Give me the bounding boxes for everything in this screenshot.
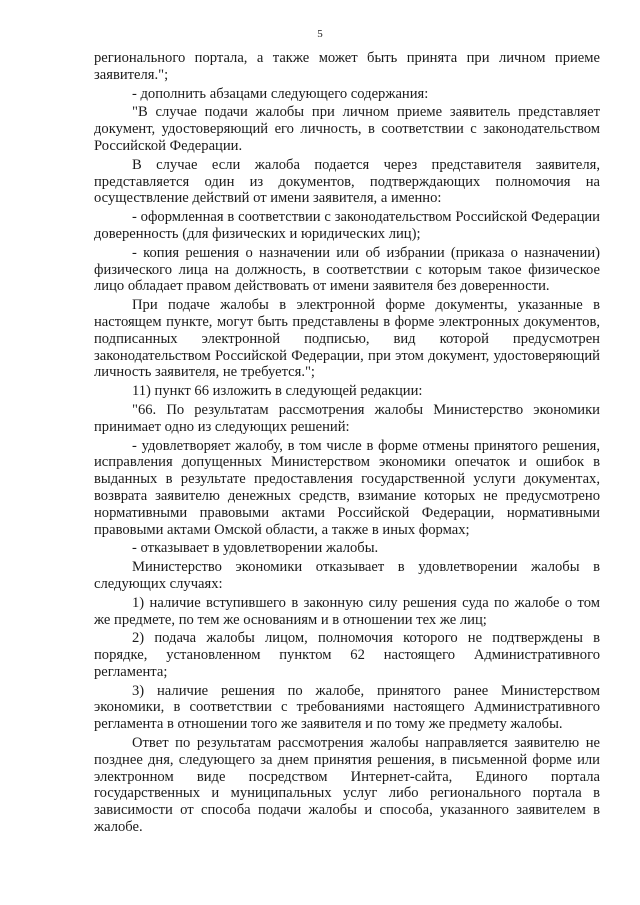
paragraph: В случае если жалоба подается через представителя заявителя, представляется один из документов, подтверждающих полномочия на осуществление действий от имени заявителя, а именно: (94, 156, 600, 207)
paragraph: "В случае подачи жалобы при личном приеме заявитель представляет документ, удостоверяющий его личность, в соответствии с законодательством Российской Федерации. (94, 104, 600, 154)
paragraph: 1) наличие вступившего в законную силу решения суда по жалобе о том же предмете, по тем же основаниям и в отношении тех же лиц; (94, 594, 600, 628)
paragraph: регионального портала, а также может быть принята при личном приеме заявителя."; (94, 50, 600, 83)
paragraph: - оформленная в соответствии с законодательством Российской Федерации доверенность (для физических и юридических лиц); (94, 209, 600, 242)
paragraph: "66. По результатам рассмотрения жалобы Министерство экономики принимает одно из следующих решений: (94, 401, 600, 435)
paragraph: Ответ по результатам рассмотрения жалобы направляется заявителю не позднее дня, следующего за днем принятия решения, в письменной форме или электронном виде посредством Интернет-сайта, Единого портала государственных и муниципальных услуг либо регионального портала в зависимости от способа подачи жалобы и способа, указанного заявителем в жалобе. (94, 735, 600, 836)
paragraph: - дополнить абзацами следующего содержания: (132, 85, 429, 102)
page-number: 5 (317, 28, 323, 40)
paragraph: 3) наличие решения по жалобе, принятого ранее Министерством экономики, в соответствии с требованиями настоящего Административного регламента в отношении того же заявителя и по тому же предмету жалобы. (94, 682, 600, 733)
paragraph: - удовлетворяет жалобу, в том числе в форме отмены принятого решения, исправления допущенных Министерством экономики опечаток и ошибок в выданных в результате предоставления государственной услуги документах, возврата заявителю денежных средств, взимание которых не предусмотрено нормативными правовыми актами Российской Федерации, нормативными правовыми актами Омской области, а также в иных формах; (94, 437, 600, 538)
paragraph: - копия решения о назначении или об избрании (приказа о назначении) физического лица на должность, в соответствии с которым такое физическое лицо обладает правом действовать от имени заявителя без доверенности. (94, 244, 600, 295)
paragraph: 11) пункт 66 изложить в следующей редакции: (132, 383, 423, 400)
paragraph: При подаче жалобы в электронной форме документы, указанные в настоящем пункте, могут быть представлены в форме электронных документов, подписанных электронной подписью, вид которой предусмотрен законодательством Российской Федерации, при этом документ, удостоверяющий личность заявителя, не требуется."; (94, 297, 600, 381)
paragraph: 2) подача жалобы лицом, полномочия которого не подтверждены в порядке, установленном пунктом 62 настоящего Административного регламента; (94, 630, 600, 680)
paragraph: Министерство экономики отказывает в удовлетворении жалобы в следующих случаях: (94, 559, 600, 592)
paragraph: - отказывает в удовлетворении жалобы. (132, 540, 379, 557)
document-body (94, 50, 600, 836)
